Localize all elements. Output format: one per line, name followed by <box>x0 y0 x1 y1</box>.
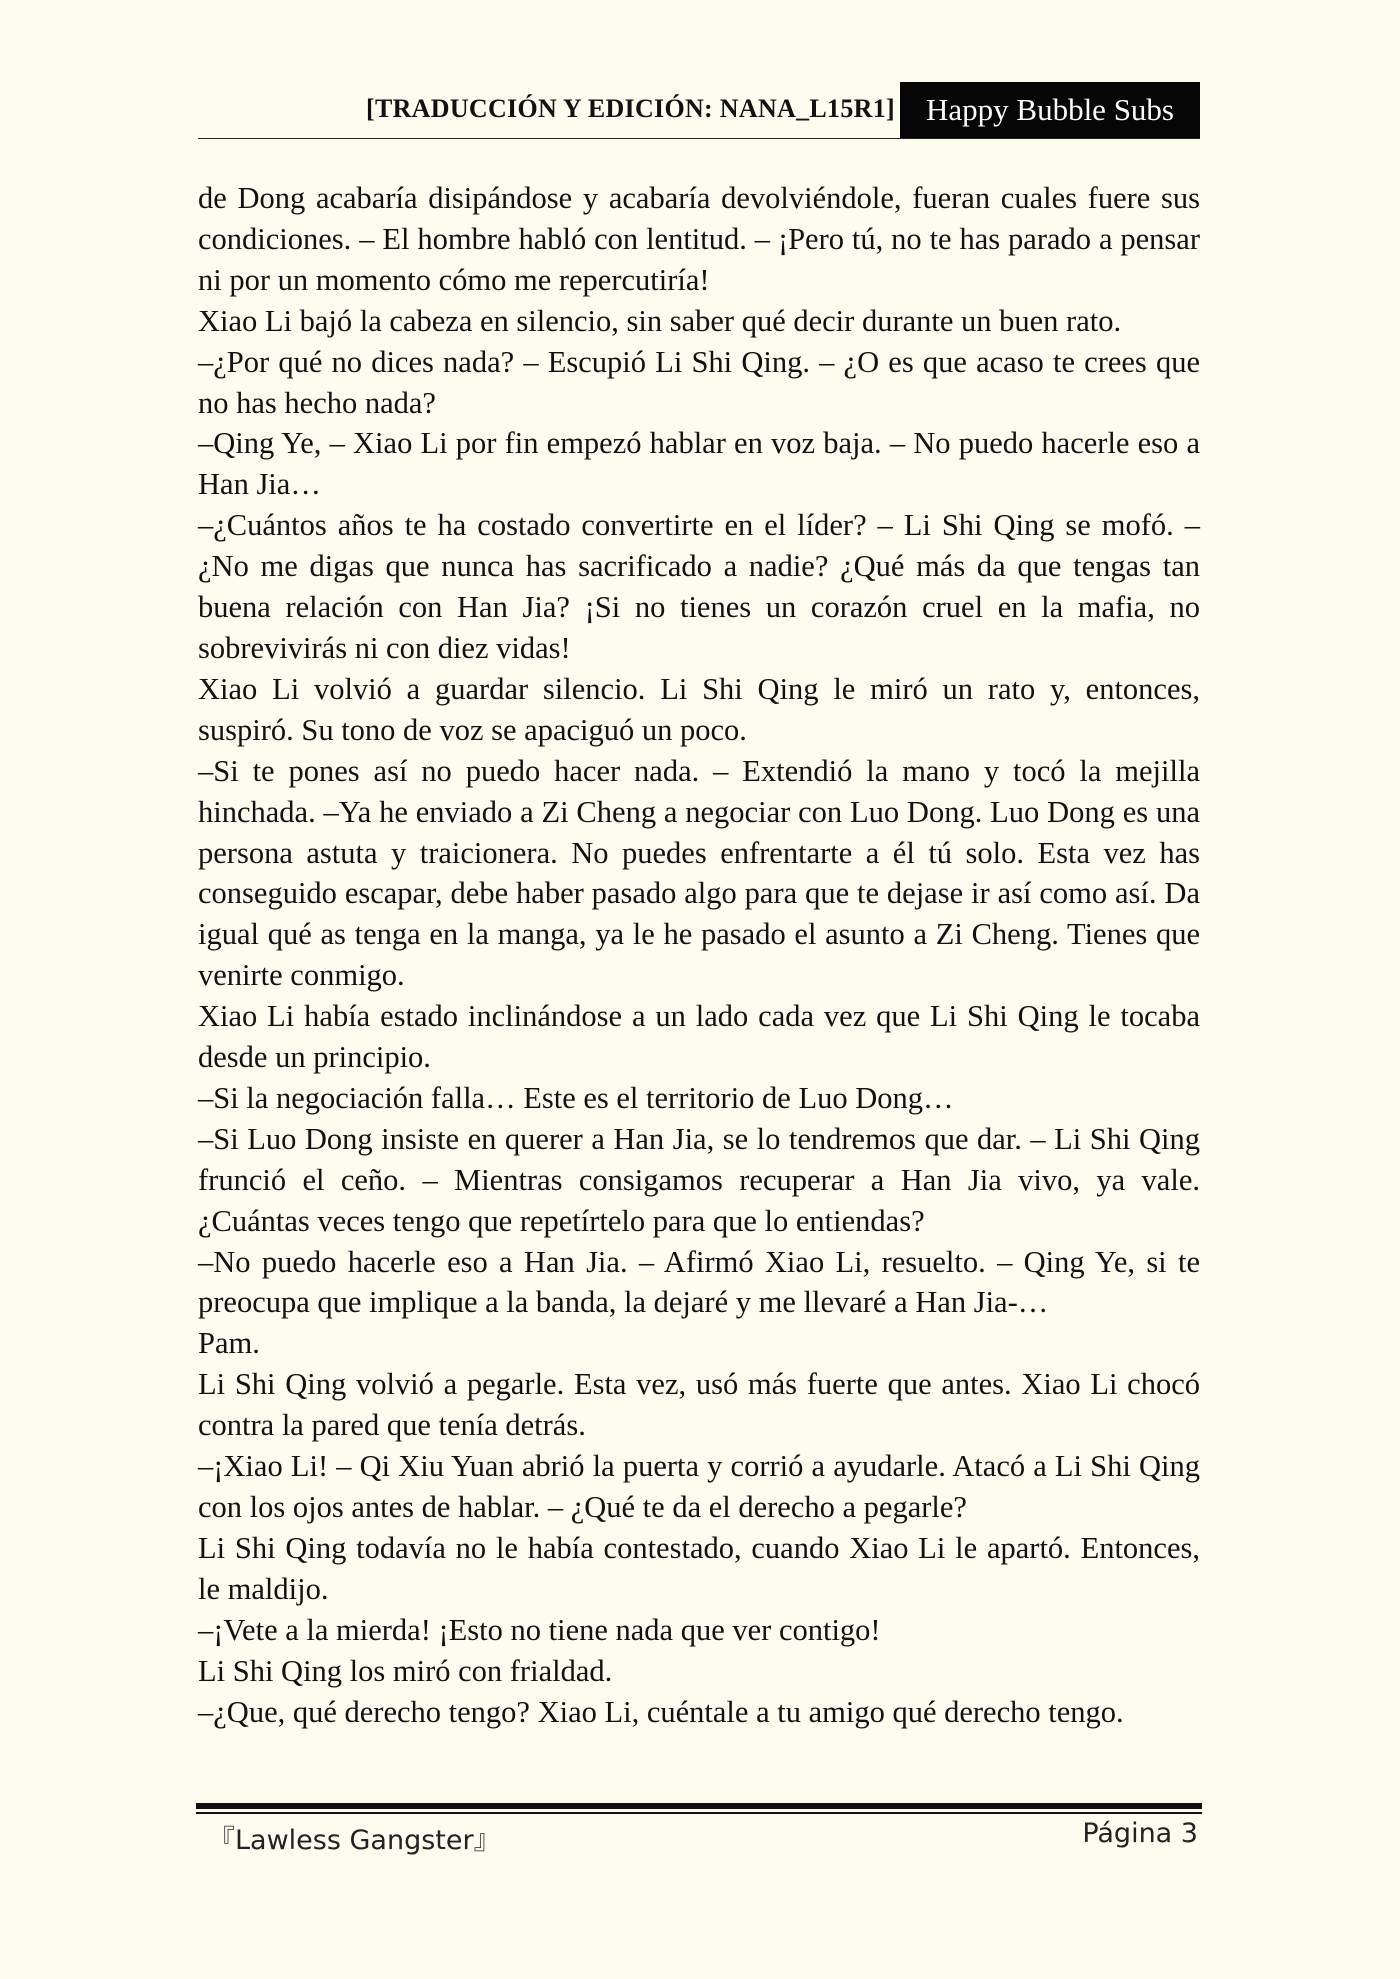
paragraph: Xiao Li bajó la cabeza en silencio, sin saber qué decir durante un buen rato. <box>198 303 1122 338</box>
page-header <box>198 82 1200 139</box>
footer-divider-thin <box>196 1812 1202 1814</box>
paragraph: Xiao Li volvió a guardar silencio. Li Shi Qing le miró un rato y, entonces, suspiró. Su tono de voz se apaciguó un poco. <box>198 671 1200 747</box>
body-text <box>198 178 1200 1732</box>
paragraph: de Dong acabaría disipándose y acabaría devolviéndole, fueran cuales fuere sus condiciones. – El hombre habló con lentitud. – ¡Pero tú, no te has parado a pensar ni por un momento cómo me repercutiría! <box>198 181 1200 297</box>
paragraph: Li Shi Qing volvió a pegarle. Esta vez, usó más fuerte que antes. Xiao Li chocó contra la pared que tenía detrás. <box>198 1367 1200 1443</box>
paragraph: –Si te pones así no puedo hacer nada. – Extendió la mano y tocó la mejilla hinchada. –Ya he enviado a Zi Cheng a negociar con Luo Dong. Luo Dong es una persona astuta y traicionera. No puedes enfrentarte a él tú solo. Esta vez has conseguido escapar, debe haber pasado algo para que te dejase ir así como así. Da igual qué as tenga en la manga, ya le he pasado el asunto a Zi Cheng. Tienes que venirte conmigo. <box>198 753 1200 993</box>
paragraph: –¡Xiao Li! – Qi Xiu Yuan abrió la puerta y corrió a ayudarle. Atacó a Li Shi Qing con los ojos antes de hablar. – ¿Qué te da el derecho a pegarle? <box>198 1449 1200 1524</box>
paragraph: –Si Luo Dong insiste en querer a Han Jia, se lo tendremos que dar. – Li Shi Qing frunció el ceño. – Mientras consigamos recuperar a Han Jia vivo, ya vale. ¿Cuántas veces tengo que repetírtelo para que lo entiendas? <box>198 1121 1200 1238</box>
paragraph: Xiao Li había estado inclinándose a un lado cada vez que Li Shi Qing le tocaba desde un principio. <box>198 999 1200 1075</box>
page-number: Página 3 <box>1082 1818 1198 1849</box>
footer-divider <box>196 1803 1202 1809</box>
paragraph: –¡Vete a la mierda! ¡Esto no tiene nada que ver contigo! <box>198 1612 881 1647</box>
paragraph: –No puedo hacerle eso a Han Jia. – Afirmó Xiao Li, resuelto. – Qing Ye, si te preocupa que implique a la banda, la dejaré y me llevaré a Han Jia-… <box>198 1244 1200 1320</box>
group-badge: Happy Bubble Subs <box>900 82 1200 138</box>
paragraph: Li Shi Qing todavía no le había contestado, cuando Xiao Li le apartó. Entonces, le maldijo. <box>198 1530 1200 1606</box>
paragraph: Pam. <box>198 1326 260 1361</box>
book-title: 『Lawless Gangster』 <box>208 1825 501 1856</box>
paragraph: –¿Que, qué derecho tengo? Xiao Li, cuéntale a tu amigo qué derecho tengo. <box>198 1694 1124 1729</box>
paragraph: –Si la negociación falla… Este es el territorio de Luo Dong… <box>198 1080 954 1115</box>
paragraph: –Qing Ye, – Xiao Li por fin empezó hablar en voz baja. – No puedo hacerle eso a Han Jia… <box>198 426 1200 502</box>
paragraph: Li Shi Qing los miró con frialdad. <box>198 1653 613 1688</box>
translation-credit: [TRADUCCIÓN Y EDICIÓN: NANA_L15R1] <box>366 94 895 123</box>
paragraph: –¿Cuántos años te ha costado convertirte en el líder? – Li Shi Qing se mofó. – ¿No me digas que nunca has sacrificado a nadie? ¿Qué más da que tengas tan buena relación con Han Jia? ¡Si no tienes un corazón cruel en la mafia, no sobrevivirás ni con diez vidas! <box>198 508 1200 665</box>
paragraph: –¿Por qué no dices nada? – Escupió Li Shi Qing. – ¿O es que acaso te crees que no has hecho nada? <box>198 344 1200 420</box>
